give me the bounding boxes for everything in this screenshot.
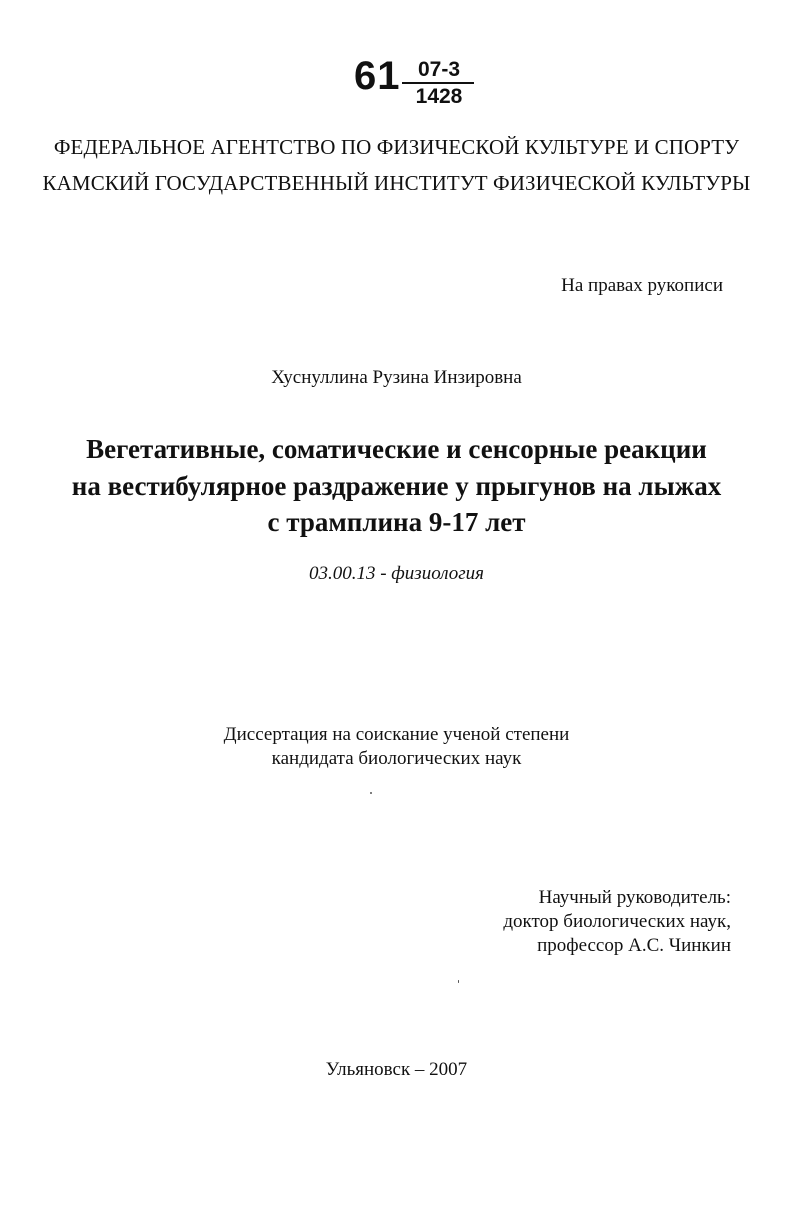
title-line-2: на вестибулярное раздражение у прыгунов на лыжах [71, 471, 722, 501]
manuscript-note: На правах рукописи [561, 275, 723, 296]
place-and-year: Ульяновск – 2007 [325, 1059, 468, 1080]
scan-speck [458, 980, 459, 983]
catalog-code-main: 61 [354, 54, 401, 98]
dissertation-line-2: кандидата биологических наук [271, 748, 522, 769]
agency-name: ФЕДЕРАЛЬНОЕ АГЕНТСТВО ПО ФИЗИЧЕСКОЙ КУЛЬТУРЕ И СПОРТУ [53, 135, 740, 159]
title-line-1: Вегетативные, соматические и сенсорные реакции [86, 434, 707, 464]
scan-speck [370, 792, 372, 794]
advisor-line-2: доктор биологических наук, [503, 911, 731, 932]
specialty-code: 03.00.13 - физиология [308, 563, 485, 584]
institute-name: КАМСКИЙ ГОСУДАРСТВЕННЫЙ ИНСТИТУТ ФИЗИЧЕСКОЙ КУЛЬТУРЫ [42, 171, 751, 195]
catalog-code-numerator: 07-3 [417, 58, 461, 81]
catalog-code-denominator: 1428 [415, 85, 463, 108]
advisor-line-3: профессор А.С. Чинкин [537, 935, 731, 956]
dissertation-line-1: Диссертация на соискание ученой степени [223, 724, 570, 745]
catalog-code-fraction [404, 60, 474, 109]
author-name: Хуснуллина Рузина Инзировна [271, 367, 522, 388]
advisor-line-1: Научный руководитель: [538, 887, 731, 908]
title-line-3: с трамплина 9-17 лет [267, 507, 526, 537]
